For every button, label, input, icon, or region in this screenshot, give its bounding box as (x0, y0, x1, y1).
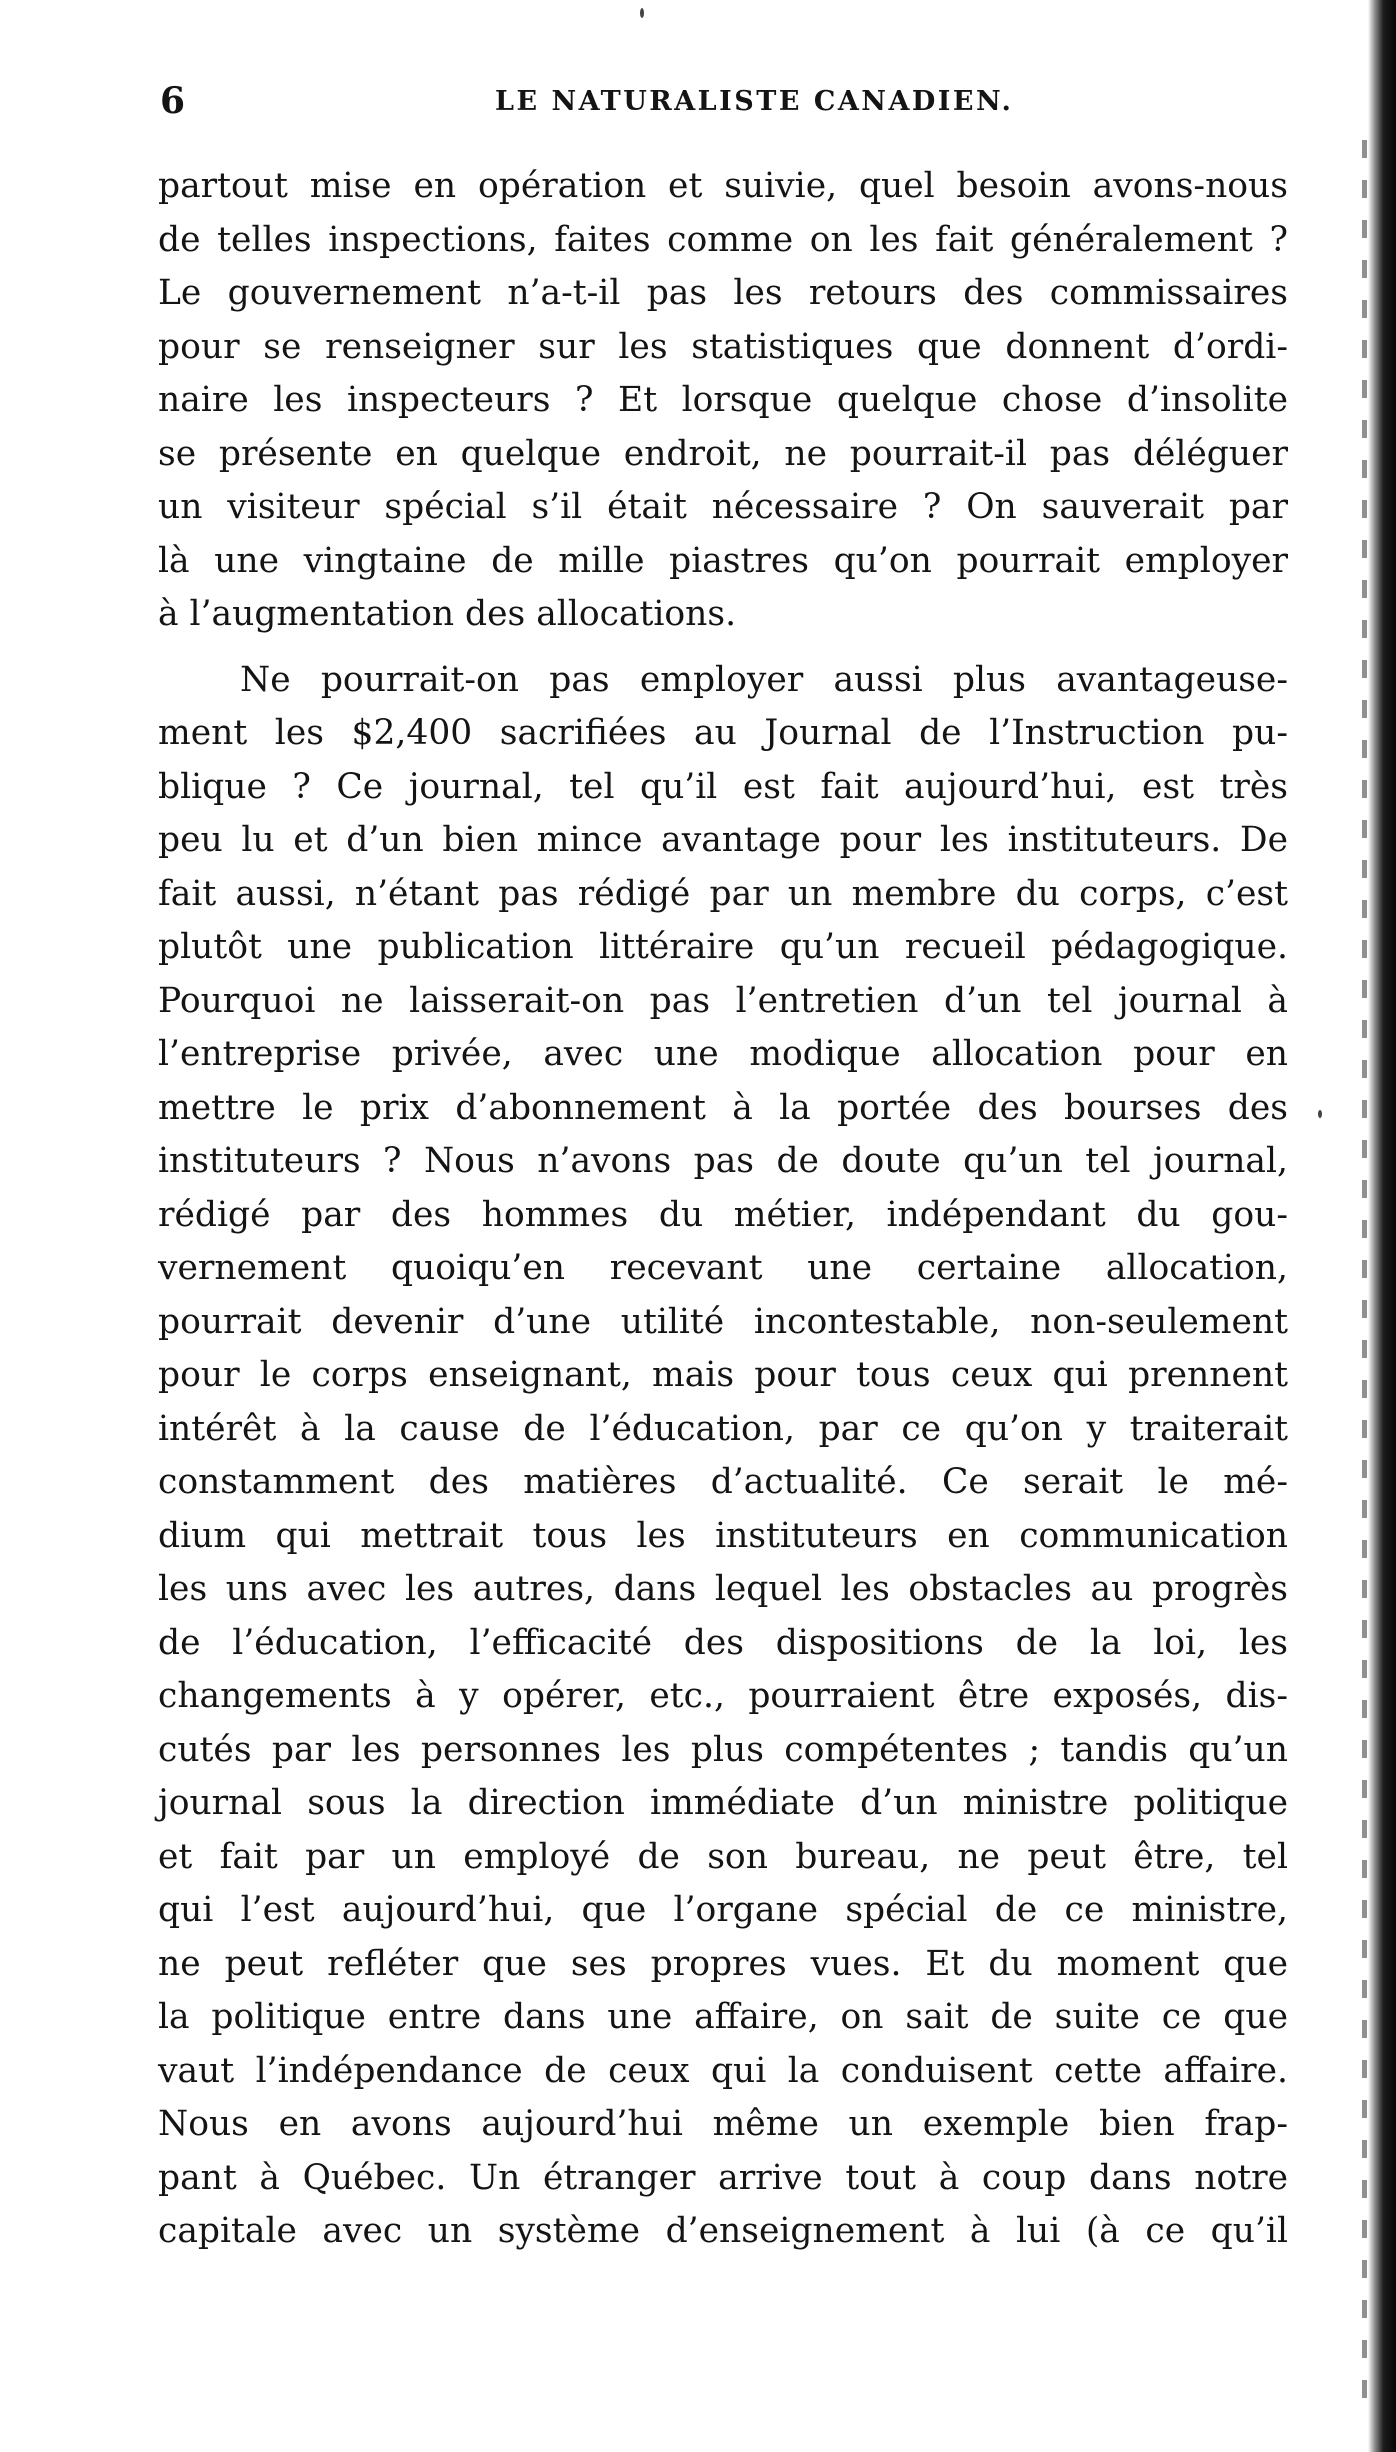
text-line: Pourquoi ne laisserait-on pas l’entretien d’un tel journal à (158, 980, 1288, 1021)
scan-speck (1318, 1110, 1322, 1118)
text-line: pour se renseigner sur les statistiques que donnent d’ordi- (158, 326, 1288, 367)
text-line: de l’éducation, l’efficacité des dispositions de la loi, les (158, 1622, 1288, 1663)
text-line: ne peut refléter que ses propres vues. Et du moment que (158, 1943, 1288, 1984)
text-line: intérêt à la cause de l’éducation, par ce qu’on y traiterait (158, 1408, 1288, 1449)
text-line: pour le corps enseignant, mais pour tous ceux qui prennent (158, 1355, 1288, 1395)
text-line: constamment des matières d’actualité. Ce serait le mé- (158, 1462, 1288, 1502)
text-line: capitale avec un système d’enseignement à lui (à ce qu’il (158, 2211, 1288, 2251)
text-line: Ne pourrait-on pas employer aussi plus avantageuse- (240, 659, 1288, 700)
text-line: les uns avec les autres, dans lequel les obstacles au progrès (158, 1569, 1288, 1609)
text-line: la politique entre dans une affaire, on sait de suite ce que (158, 1997, 1288, 2037)
text-line: peu lu et d’un bien mince avantage pour les instituteurs. De (158, 820, 1288, 860)
text-line: fait aussi, n’étant pas rédigé par un membre du corps, c’est (158, 873, 1288, 914)
text-line: se présente en quelque endroit, ne pourrait-il pas déléguer (158, 433, 1288, 474)
text-line: rédigé par des hommes du métier, indépendant du gou- (158, 1194, 1288, 1235)
text-line: ment les $2,400 sacrifiées au Journal de l’Instruction pu- (158, 713, 1288, 753)
paragraph-1 (158, 160, 1288, 642)
scan-speck (640, 8, 644, 18)
text-line: de telles inspections, faites comme on les fait généralement ? (158, 219, 1288, 260)
text-line: changements à y opérer, etc., pourraient être exposés, dis- (158, 1676, 1288, 1716)
text-line: à l’augmentation des allocations. (158, 594, 737, 634)
text-line: journal sous la direction immédiate d’un ministre politique (158, 1783, 1288, 1823)
text-line: vaut l’indépendance de ceux qui la conduisent cette affaire. (158, 2050, 1288, 2091)
page-header (160, 76, 1290, 126)
text-line: mettre le prix d’abonnement à la portée des bourses des (158, 1087, 1288, 1128)
text-line: plutôt une publication littéraire qu’un recueil pédagogique. (158, 927, 1288, 967)
text-line: l’entreprise privée, avec une modique allocation pour en (158, 1034, 1288, 1074)
text-line: instituteurs ? Nous n’avons pas de doute qu’un tel journal, (158, 1141, 1288, 1181)
running-title: LE NATURALISTE CANADIEN. (495, 86, 1014, 117)
text-line: Le gouvernement n’a-t-il pas les retours des commissaires (158, 273, 1288, 313)
paragraph-gap (158, 642, 1288, 654)
body-text (158, 160, 1288, 2259)
text-line: un visiteur spécial s’il était nécessaire ? On sauverait par (158, 487, 1288, 527)
text-line: et fait par un employé de son bureau, ne peut être, tel (158, 1836, 1288, 1877)
page-number: 6 (160, 80, 186, 122)
text-line: là une vingtaine de mille piastres qu’on pourrait employer (158, 540, 1288, 581)
text-line: vernement quoiqu’en recevant une certaine allocation, (158, 1248, 1288, 1288)
text-line: Nous en avons aujourd’hui même un exemple bien frap- (158, 2104, 1288, 2144)
text-line: pourrait devenir d’une utilité incontestable, non-seulement (158, 1301, 1288, 1342)
paragraph-2 (158, 654, 1288, 2259)
text-line: dium qui mettrait tous les instituteurs en communication (158, 1515, 1288, 1556)
text-line: partout mise en opération et suivie, quel besoin avons-nous (158, 166, 1288, 206)
text-line: blique ? Ce journal, tel qu’il est fait aujourd’hui, est très (158, 766, 1288, 807)
binding-edge (1368, 0, 1396, 2452)
text-line: naire les inspecteurs ? Et lorsque quelque chose d’insolite (158, 380, 1288, 420)
text-line: pant à Québec. Un étranger arrive tout à coup dans notre (158, 2157, 1288, 2198)
text-line: cutés par les personnes les plus compétentes ; tandis qu’un (158, 1729, 1288, 1770)
text-line: qui l’est aujourd’hui, que l’organe spécial de ce ministre, (158, 1890, 1288, 1930)
